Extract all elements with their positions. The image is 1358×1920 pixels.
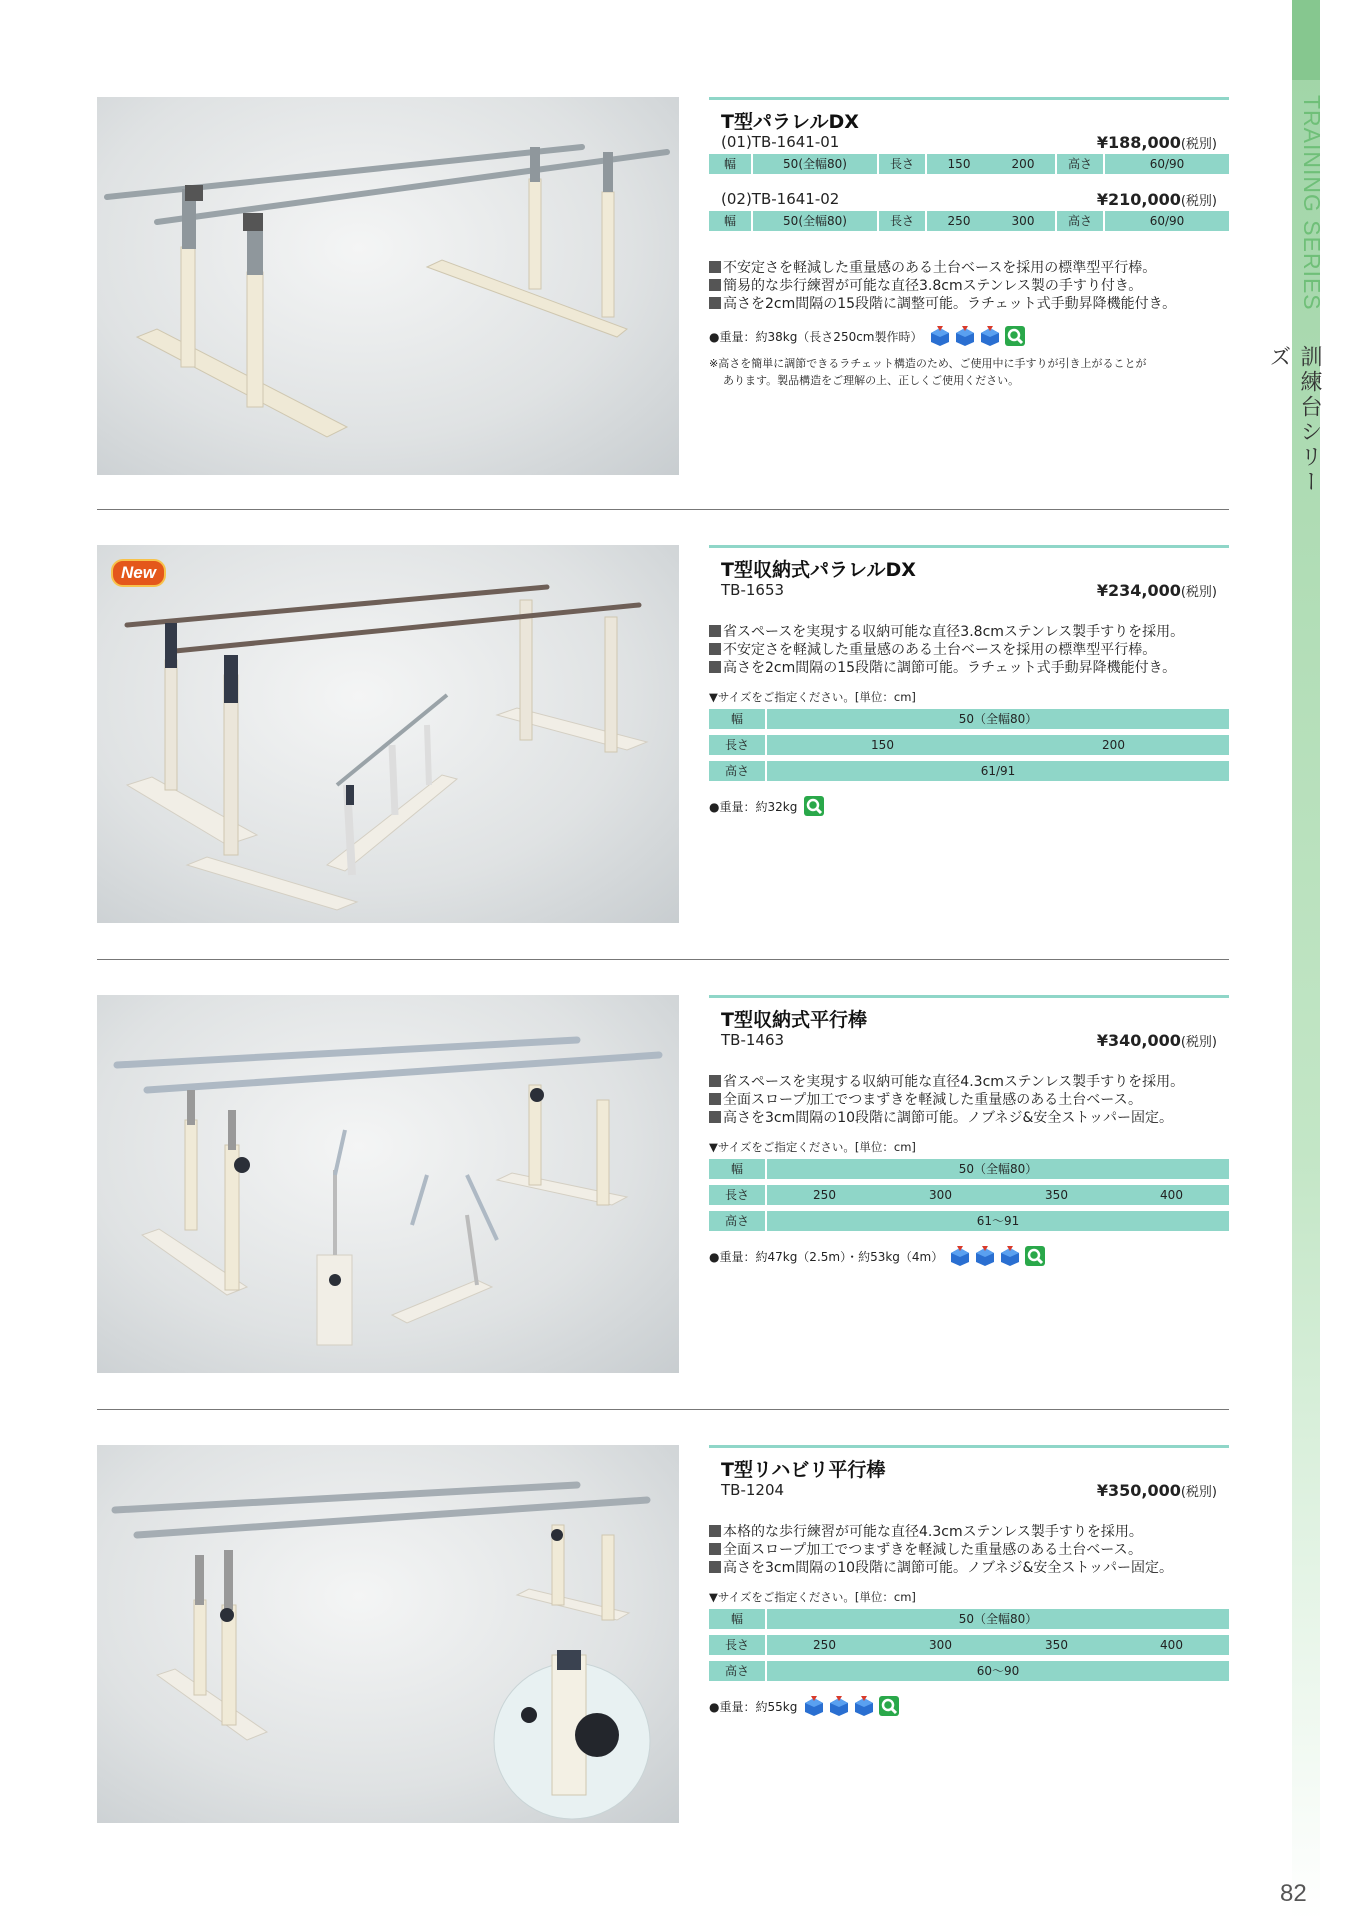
spec-value-length: 250 (947, 214, 971, 228)
spec-value-length: 300 (929, 1188, 952, 1202)
feature-item: 不安定さを軽減した重量感のある土台ベースを採用の標準型平行棒。 (709, 259, 1239, 277)
spec-label-length: 長さ (709, 735, 767, 755)
size-hint: ▼サイズをご指定ください。[単位：cm] (709, 690, 916, 704)
spec-row-height (709, 761, 1229, 781)
spec-row (709, 154, 1229, 174)
spec-label-length: 長さ (709, 1185, 767, 1205)
spec-value-length: 150 (871, 738, 894, 752)
product-code: (01)TB-1641-01 (721, 133, 840, 151)
product-photo (97, 1445, 679, 1823)
heading-rule (709, 995, 1229, 998)
spec-value-length: 350 (1045, 1638, 1068, 1652)
weight-row (709, 1245, 1046, 1267)
spec-label-width: 幅 (709, 154, 753, 174)
spec-row-length (709, 1185, 1229, 1205)
heading-rule (709, 545, 1229, 548)
weight-text: ●重量：約38kg（長さ250cm製作時） (709, 329, 923, 344)
spec-value-width: 50(全幅80) (753, 154, 879, 174)
product-code: TB-1204 (721, 1481, 785, 1499)
spec-value-length: 250 (813, 1188, 836, 1202)
feature-item: 簡易的な歩行練習が可能な直径3.8cmステンレス製の手すり付き。 (709, 277, 1239, 295)
spec-label-width: 幅 (709, 211, 753, 231)
spec-label-height: 高さ (709, 1211, 767, 1231)
product-card-tb1641 (97, 97, 1229, 477)
size-hint: ▼サイズをご指定ください。[単位：cm] (709, 1590, 916, 1604)
spec-row (709, 211, 1229, 231)
spec-value-length: 350 (1045, 1188, 1068, 1202)
product-name: T型収納式平行棒 (721, 1009, 867, 1031)
spec-value-height: 60/90 (1149, 214, 1185, 228)
weight-text: ●重量：約32kg (709, 799, 798, 814)
spec-label-height: 高さ (1057, 211, 1105, 231)
variant-row (709, 190, 1229, 210)
heading-rule (709, 97, 1229, 100)
spec-row-width (709, 1609, 1229, 1629)
spec-value-height: 61/91 (980, 764, 1016, 778)
delivery-box-icon (974, 1245, 996, 1267)
spec-value-length: 200 (1102, 738, 1125, 752)
weight-row (709, 325, 1026, 347)
product-price: ¥350,000(税別) (1096, 1481, 1217, 1500)
feature-item: 高さを3cm間隔の10段階に調節可能。ノブネジ&安全ストッパー固定。 (709, 1559, 1239, 1577)
spec-label-height: 高さ (709, 761, 767, 781)
spec-row-width (709, 709, 1229, 729)
search-magnifier-icon (1024, 1245, 1046, 1267)
variant-row (709, 133, 1229, 153)
spec-row-width (709, 1159, 1229, 1179)
search-magnifier-icon (803, 795, 825, 817)
feature-item: 不安定さを軽減した重量感のある土台ベースを採用の標準型平行棒。 (709, 641, 1239, 659)
icon-group (803, 1695, 900, 1717)
section-divider (97, 1409, 1229, 1410)
code-price-row (709, 1481, 1229, 1501)
caution-note: ※高さを簡単に調節できるラチェット構造のため、ご使用中に手すりが引き上がることが あります。製品構造をご理解の上、正しくご使用ください。 (709, 357, 1147, 387)
product-card-tb1463 (97, 995, 1229, 1375)
spec-row-height (709, 1661, 1229, 1681)
delivery-box-icon (954, 325, 976, 347)
rehab-parallel-bar-illustration (97, 1445, 679, 1823)
code-price-row (709, 1031, 1229, 1051)
product-price: ¥188,000(税別) (1096, 133, 1217, 152)
feature-item: 全面スロープ加工でつまずきを軽減した重量感のある土台ベース。 (709, 1541, 1239, 1559)
delivery-box-icon (803, 1695, 825, 1717)
feature-list (709, 1073, 1239, 1127)
product-card-tb1204 (97, 1445, 1229, 1825)
spec-value-height: 60～90 (976, 1664, 1020, 1678)
feature-item: 全面スロープ加工でつまずきを軽減した重量感のある土台ベース。 (709, 1091, 1239, 1109)
delivery-box-icon (929, 325, 951, 347)
feature-item: 本格的な歩行練習が可能な直径4.3cmステンレス製手すりを採用。 (709, 1523, 1239, 1541)
spec-label-height: 高さ (709, 1661, 767, 1681)
spec-label-length: 長さ (879, 154, 927, 174)
spec-label-width: 幅 (709, 1609, 767, 1629)
spec-row-length (709, 1635, 1229, 1655)
page-number: 82 (1280, 1880, 1307, 1907)
product-photo (97, 995, 679, 1373)
icon-group (929, 325, 1026, 347)
product-photo (97, 545, 679, 923)
feature-item: 省スペースを実現する収納可能な直径4.3cmステンレス製手すりを採用。 (709, 1073, 1239, 1091)
feature-list (709, 259, 1239, 313)
delivery-box-icon (828, 1695, 850, 1717)
spec-value-height: 60/90 (1149, 157, 1185, 171)
product-name: T型リハビリ平行棒 (721, 1459, 886, 1481)
new-badge: New (111, 559, 166, 587)
storable-parallel-bar-illustration (97, 995, 679, 1373)
spec-label-height: 高さ (1057, 154, 1105, 174)
feature-list (709, 623, 1239, 677)
delivery-box-icon (979, 325, 1001, 347)
spec-label-width: 幅 (709, 709, 767, 729)
feature-item: 省スペースを実現する収納可能な直径3.8cmステンレス製手すりを採用。 (709, 623, 1239, 641)
spec-label-width: 幅 (709, 1159, 767, 1179)
series-title-english: TRAINING SERIES (1299, 95, 1325, 311)
search-magnifier-icon (878, 1695, 900, 1717)
spec-value-length: 300 (991, 211, 1057, 231)
spec-label-length: 長さ (879, 211, 927, 231)
product-code: (02)TB-1641-02 (721, 190, 840, 208)
size-hint: ▼サイズをご指定ください。[単位：cm] (709, 1140, 916, 1154)
section-divider (97, 509, 1229, 510)
spec-value-width: 50(全幅80) (753, 211, 879, 231)
spec-value-height: 61～91 (976, 1214, 1020, 1228)
spec-row-length (709, 735, 1229, 755)
weight-row (709, 1695, 900, 1717)
feature-list (709, 1523, 1239, 1577)
foldable-parallel-bar-illustration (97, 545, 679, 923)
product-code: TB-1463 (721, 1031, 785, 1049)
spec-value-width: 50（全幅80） (958, 712, 1038, 726)
weight-text: ●重量：約55kg (709, 1699, 798, 1714)
feature-item: 高さを2cm間隔の15段階に調整可能。ラチェット式手動昇降機能付き。 (709, 295, 1239, 313)
parallel-bar-illustration (97, 97, 679, 475)
spec-value-length: 250 (813, 1638, 836, 1652)
delivery-box-icon (949, 1245, 971, 1267)
feature-item: 高さを3cm間隔の10段階に調節可能。ノブネジ&安全ストッパー固定。 (709, 1109, 1239, 1127)
search-magnifier-icon (1004, 325, 1026, 347)
spec-row-height (709, 1211, 1229, 1231)
spec-value-length: 400 (1160, 1638, 1183, 1652)
product-name: T型収納式パラレルDX (721, 559, 916, 581)
spec-value-length: 150 (947, 157, 971, 171)
product-price: ¥234,000(税別) (1096, 581, 1217, 600)
icon-group (949, 1245, 1046, 1267)
heading-rule (709, 1445, 1229, 1448)
product-photo (97, 97, 679, 475)
weight-text: ●重量：約47kg（2.5m）・約53kg（4m） (709, 1249, 944, 1264)
spec-value-length: 200 (991, 154, 1057, 174)
spec-value-width: 50（全幅80） (958, 1612, 1038, 1626)
product-name: T型パラレルDX (721, 111, 859, 133)
section-divider (97, 959, 1229, 960)
product-price: ¥340,000(税別) (1096, 1031, 1217, 1050)
code-price-row (709, 581, 1229, 601)
delivery-box-icon (853, 1695, 875, 1717)
weight-row (709, 795, 825, 817)
delivery-box-icon (999, 1245, 1021, 1267)
side-accent-bar-top (1292, 0, 1320, 80)
series-title-japanese: 訓練台シリーズ (1266, 345, 1322, 495)
spec-label-length: 長さ (709, 1635, 767, 1655)
icon-group (803, 795, 825, 817)
spec-value-length: 400 (1160, 1188, 1183, 1202)
spec-value-length: 300 (929, 1638, 952, 1652)
product-card-tb1653 (97, 545, 1229, 925)
product-price: ¥210,000(税別) (1096, 190, 1217, 209)
spec-value-width: 50（全幅80） (958, 1162, 1038, 1176)
feature-item: 高さを2cm間隔の15段階に調節可能。ラチェット式手動昇降機能付き。 (709, 659, 1239, 677)
product-code: TB-1653 (721, 581, 785, 599)
